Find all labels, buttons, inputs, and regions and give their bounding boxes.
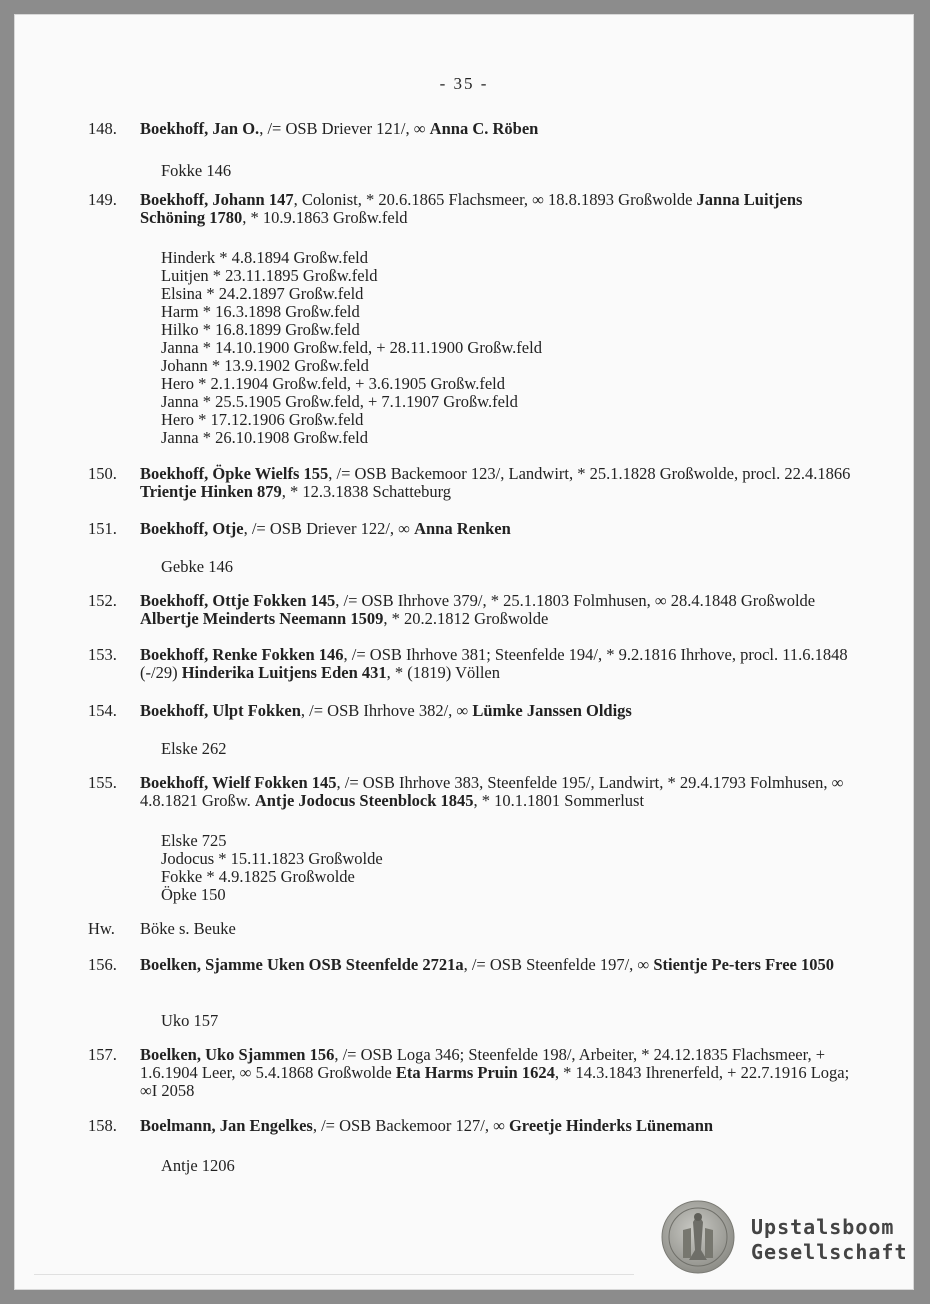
entry-detail: , /= OSB Backemoor 123/, Landwirt, * 25.1.1828 Großwolde, procl. 22.4.1866 (328, 464, 851, 483)
child-entry: Antje 1206 (161, 1156, 235, 1175)
entry-name: Boelken, Uko Sjammen 156 (140, 1045, 335, 1064)
entry-text (140, 956, 852, 974)
entry-name: Boekhoff, Otje (140, 519, 244, 538)
entry-detail: , * 10.9.1863 Großw.feld (242, 208, 408, 227)
publisher-wordmark (751, 1215, 911, 1265)
entry-number: 157. (88, 1045, 117, 1064)
bottom-rule (34, 1274, 634, 1275)
entry-detail: Böke s. Beuke (140, 919, 236, 938)
entry-name: Janna Luitjens Schöning 1780 (140, 190, 803, 227)
entry-name: Hinderika Luitjens Eden 431 (181, 663, 387, 682)
child-entry: Fokke * 4.9.1825 Großwolde (161, 867, 355, 886)
entry-number: 150. (88, 464, 117, 483)
child-entry: Öpke 150 (161, 885, 226, 904)
entry-detail: , /= OSB Ihrhove 383, Steenfelde 195/, Landwirt, * 29.4.1793 Folmhusen, ∞ 4.8.1821 Großw. (140, 773, 844, 810)
entry-detail: , Colonist, * 20.6.1865 Flachsmeer, ∞ 18.8.1893 Großwolde (293, 190, 697, 209)
child-entry: Janna * 26.10.1908 Großw.feld (161, 428, 368, 447)
entry-text (140, 1046, 852, 1100)
publisher-line-1: Upstalsboom (751, 1215, 895, 1239)
entry-detail: , /= OSB Backemoor 127/, ∞ (312, 1116, 509, 1135)
document-page (14, 14, 914, 1290)
child-entry: Janna * 14.10.1900 Großw.feld, + 28.11.1900 Großw.feld (161, 338, 542, 357)
child-entry: Hero * 2.1.1904 Großw.feld, + 3.6.1905 Großw.feld (161, 374, 505, 393)
entry-text (140, 646, 852, 682)
entry-detail: , * 20.2.1812 Großwolde (383, 609, 549, 628)
entry-number: 153. (88, 645, 117, 664)
entry-name: Eta Harms Pruin 1624 (395, 1063, 555, 1082)
publisher-line-2: Gesellschaft (751, 1240, 908, 1264)
entry-detail: , /= OSB Driever 122/, ∞ (243, 519, 415, 538)
entry-number: 158. (88, 1116, 117, 1135)
entry-number: 156. (88, 955, 117, 974)
entry-detail: , * (1819) Völlen (386, 663, 500, 682)
entry-name: Lümke Janssen Oldigs (472, 701, 632, 720)
child-entry: Hilko * 16.8.1899 Großw.feld (161, 320, 360, 339)
entry-name: Boekhoff, Jan O. (140, 119, 260, 138)
entry-name: Boekhoff, Öpke Wielfs 155 (140, 464, 329, 483)
entry-name: Anna Renken (414, 519, 511, 538)
entry-number: 154. (88, 701, 117, 720)
entry-name: Trientje Hinken 879 (140, 482, 282, 501)
entry-text (140, 774, 852, 810)
page-content (14, 14, 914, 1290)
entry-detail: , /= OSB Ihrhove 379/, * 25.1.1803 Folmhusen, ∞ 28.4.1848 Großwolde (335, 591, 816, 610)
entry-name: Boekhoff, Johann 147 (140, 190, 294, 209)
child-entry: Jodocus * 15.11.1823 Großwolde (161, 849, 383, 868)
child-entry: Luitjen * 23.11.1895 Großw.feld (161, 266, 378, 285)
entry-name: Boelken, Sjamme Uken OSB Steenfelde 2721a (140, 955, 464, 974)
page-number: - 35 - (439, 74, 489, 93)
child-entry: Uko 157 (161, 1011, 219, 1030)
entry-name: Greetje Hinderks Lünemann (508, 1116, 714, 1135)
entry-detail: , /= OSB Driever 121/, ∞ (259, 119, 430, 138)
entry-detail: , * 10.1.1801 Sommerlust (473, 791, 645, 810)
entry-detail: , /= OSB Steenfelde 197/, ∞ (463, 955, 654, 974)
child-entry: Elske 262 (161, 739, 227, 758)
entry-text (140, 920, 852, 938)
entry-name: Boekhoff, Wielf Fokken 145 (140, 773, 337, 792)
entry-detail: , /= OSB Ihrhove 381; Steenfelde 194/, * 9.2.1816 Ihrhove, procl. 11.6.1848 (-/29) (140, 645, 848, 682)
child-entry: Elske 725 (161, 831, 227, 850)
entry-detail: , * 12.3.1838 Schatteburg (281, 482, 452, 501)
entry-text (140, 702, 852, 720)
entry-name: Albertje Meinderts Neemann 1509 (140, 609, 384, 628)
entry-name: Boelmann, Jan Engelkes (140, 1116, 313, 1135)
seal-logo (661, 1200, 735, 1274)
entry-text (140, 120, 852, 138)
child-entry: Fokke 146 (161, 161, 232, 180)
child-entry: Elsina * 24.2.1897 Großw.feld (161, 284, 364, 303)
entry-detail: , * 14.3.1843 Ihrenerfeld, + 22.7.1916 Loga; ∞I 2058 (140, 1063, 850, 1100)
entry-number: 155. (88, 773, 117, 792)
child-entry: Hinderk * 4.8.1894 Großw.feld (161, 248, 368, 267)
entry-name: Antje Jodocus Steenblock 1845 (254, 791, 474, 810)
entry-text (140, 191, 852, 227)
entry-number: 149. (88, 190, 117, 209)
entry-text (140, 1117, 852, 1135)
entry-name: Anna C. Röben (429, 119, 539, 138)
entry-text (140, 520, 852, 538)
child-entry: Gebke 146 (161, 557, 233, 576)
entry-text (140, 592, 852, 628)
entry-number: 148. (88, 119, 117, 138)
entry-detail: , /= OSB Ihrhove 382/, ∞ (300, 701, 473, 720)
entry-number: 151. (88, 519, 117, 538)
entry-name: Stientje Pe-ters Free 1050 (653, 955, 834, 974)
entry-number: Hw. (88, 919, 115, 938)
child-entry: Harm * 16.3.1898 Großw.feld (161, 302, 360, 321)
child-entry: Johann * 13.9.1902 Großw.feld (161, 356, 369, 375)
child-entry: Janna * 25.5.1905 Großw.feld, + 7.1.1907 Großw.feld (161, 392, 518, 411)
entry-name: Boekhoff, Ottje Fokken 145 (140, 591, 336, 610)
entry-name: Boekhoff, Renke Fokken 146 (140, 645, 344, 664)
entry-name: Boekhoff, Ulpt Fokken (140, 701, 301, 720)
entry-detail: , /= OSB Loga 346; Steenfelde 198/, Arbeiter, * 24.12.1835 Flachsmeer, + 1.6.1904 Leer, ∞ 5.4.1868 Großwolde (140, 1045, 826, 1082)
child-entry: Hero * 17.12.1906 Großw.feld (161, 410, 364, 429)
entry-text (140, 465, 852, 501)
entry-number: 152. (88, 591, 117, 610)
